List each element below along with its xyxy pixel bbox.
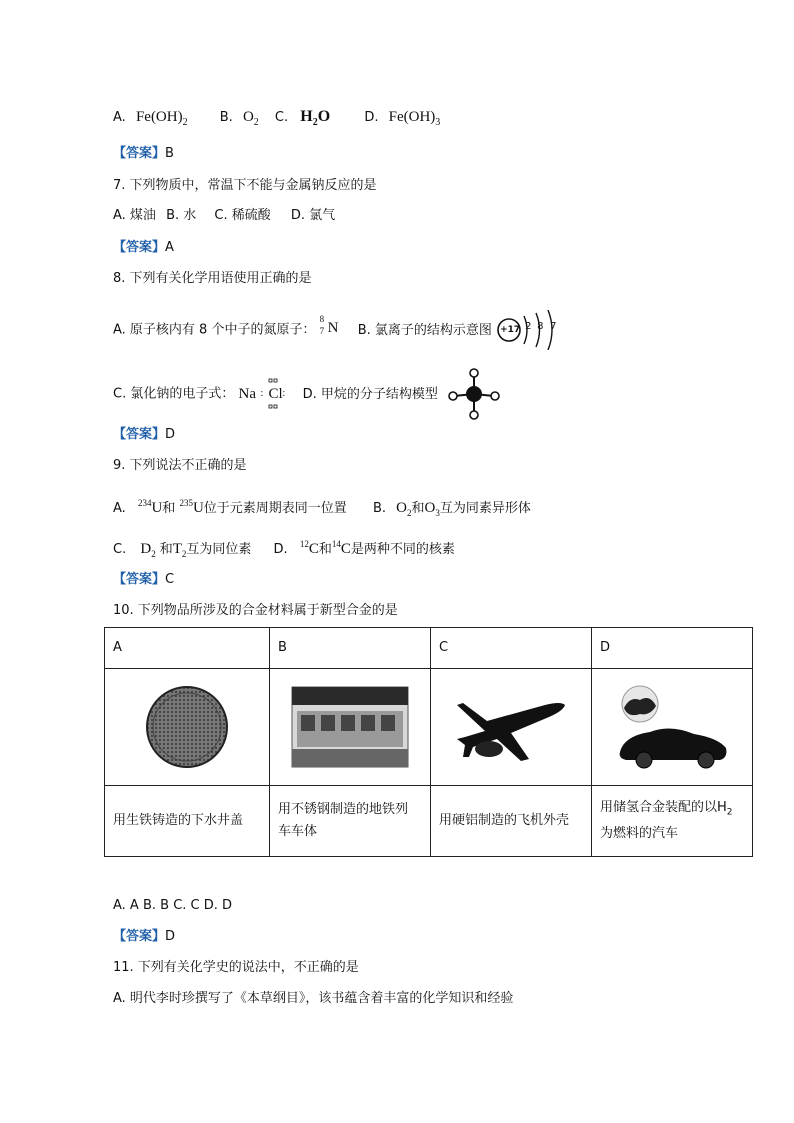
answer-value: D [165, 427, 176, 442]
manhole-cover-image [105, 669, 270, 786]
q7-option-a: A. 煤油 [113, 208, 156, 223]
chloride-ion-structure-diagram [496, 310, 560, 350]
q9-option-a-formula: $^{234}$U [137, 498, 163, 516]
q6-option-c: $H_2O$ [300, 108, 331, 129]
nucleus-charge: +17 [500, 325, 521, 335]
caption-a: 用生铁铸造的下水井盖 [105, 786, 270, 857]
q9-option-b-label: B. [372, 501, 386, 516]
table-header-c: C [431, 628, 592, 669]
q6-option-a: $Fe(OH)_2$ [135, 109, 188, 128]
q9-stem: 9. 下列说法不正确的是 [113, 458, 247, 473]
shell-2: 8 [537, 321, 544, 332]
table-header-d: D [592, 628, 753, 669]
hydrogen-car-image [592, 669, 753, 786]
q9-option-a-formula-2: $^{235}$U [179, 498, 204, 516]
subway-train-image [270, 669, 431, 786]
answer-tag: 【答案】 [113, 427, 166, 442]
q6-option-b: $O_2$ [242, 109, 259, 128]
q9-option-c-text: 互为同位素 [186, 542, 252, 557]
answer-value: B [165, 146, 174, 161]
q11-stem: 11. 下列有关化学史的说法中，不正确的是 [113, 960, 359, 975]
q9-option-b-text: 互为同素异形体 [439, 501, 531, 516]
q6-option-c-label: C. [274, 110, 289, 125]
table-header-a: A [105, 628, 270, 669]
q9-option-c-formula: $D_2$ [140, 541, 156, 559]
q9-option-d-text: 是两种不同的核素 [350, 542, 455, 557]
answer-value: D [165, 929, 176, 944]
q8-option-b: B. 氯离子的结构示意图 [357, 322, 492, 338]
q9-option-d-formula: $^{12}$C [299, 539, 319, 557]
q7-stem: 7. 下列物质中，常温下不能与金属钠反应的是 [113, 178, 377, 193]
q6-option-d: $Fe(OH)_3$ [388, 109, 441, 128]
q9-answer [113, 571, 174, 589]
q9-row-cd: C. $D_2$ 和$T_2$互为同位素 D. $^{12}$C和$^{14}$C是两种不同的核素 [113, 539, 455, 559]
q9-option-d-formula-2: $^{14}$C [331, 539, 351, 557]
q7-option-b: B. 水 [166, 208, 197, 223]
nacl-electron-formula: Na : Cl : [238, 376, 294, 412]
nitrogen-isotope-notation: 8 7 N [319, 314, 339, 336]
q6-options-row [113, 108, 440, 132]
answer-tag: 【答案】 [113, 572, 166, 587]
q6-option-a-label: A. [113, 110, 126, 125]
q9-option-c-label: C. [113, 542, 127, 557]
q10-answer [113, 928, 175, 946]
caption-c: 用硬铝制造的飞机外壳 [431, 786, 592, 857]
q9-option-b-formula: $O_2$ [396, 500, 412, 518]
q9-option-a-label: A. [113, 501, 126, 516]
q8-row-cd [113, 368, 502, 408]
answer-value: C [165, 572, 175, 587]
q10-options: A. A B. B C. C D. D [113, 898, 233, 913]
q9-option-d-label: D. [273, 542, 288, 557]
q8-row-ab [113, 310, 560, 350]
q9-option-c-formula-2: $T_2$ [172, 541, 187, 559]
q6-option-b-label: B. [219, 110, 233, 125]
shell-1: 2 [525, 321, 532, 332]
q9-option-b-formula-2: $O_3$ [424, 500, 440, 518]
q6-answer [113, 145, 174, 163]
answer-value: A [165, 240, 174, 255]
answer-tag: 【答案】 [113, 146, 166, 161]
methane-model-icon [446, 368, 502, 420]
q11-option-a: A. 明代李时珍撰写了《本草纲目》，该书蕴含着丰富的化学知识和经验 [113, 991, 514, 1006]
q8-option-d: D. 甲烷的分子结构模型 [302, 386, 438, 402]
q7-option-d: D. 氯气 [290, 208, 336, 223]
q7-options [113, 207, 353, 225]
q7-answer [113, 239, 174, 257]
q9-row-ab: A. $^{234}$U和 $^{235}$U位于元素周期表同一位置 B. $O_2$和$O_3$互为同素异形体 [113, 498, 531, 518]
q10-stem: 10. 下列物品所涉及的合金材料属于新型合金的是 [113, 603, 398, 618]
q8-answer [113, 426, 175, 444]
answer-tag: 【答案】 [113, 929, 166, 944]
shell-3: 7 [550, 321, 557, 332]
table-header-b: B [270, 628, 431, 669]
answer-tag: 【答案】 [113, 240, 166, 255]
q8-option-a: A. 原子核内有 8 个中子的氮原子： [113, 322, 316, 338]
q10-options-table [104, 627, 753, 857]
caption-d: 用储氢合金装配的以$H_2$ 为燃料的汽车 [592, 786, 753, 857]
q9-option-a-text: 位于元素周期表同一位置 [203, 501, 347, 516]
q7-option-c: C. 稀硫酸 [214, 208, 271, 223]
q8-option-c: C. 氯化钠的电子式： [113, 386, 235, 402]
airplane-image [431, 669, 592, 786]
caption-b: 用不锈钢制造的地铁列 车车体 [270, 786, 431, 857]
q6-option-d-label: D. [364, 110, 379, 125]
q8-stem: 8. 下列有关化学用语使用正确的是 [113, 271, 312, 286]
